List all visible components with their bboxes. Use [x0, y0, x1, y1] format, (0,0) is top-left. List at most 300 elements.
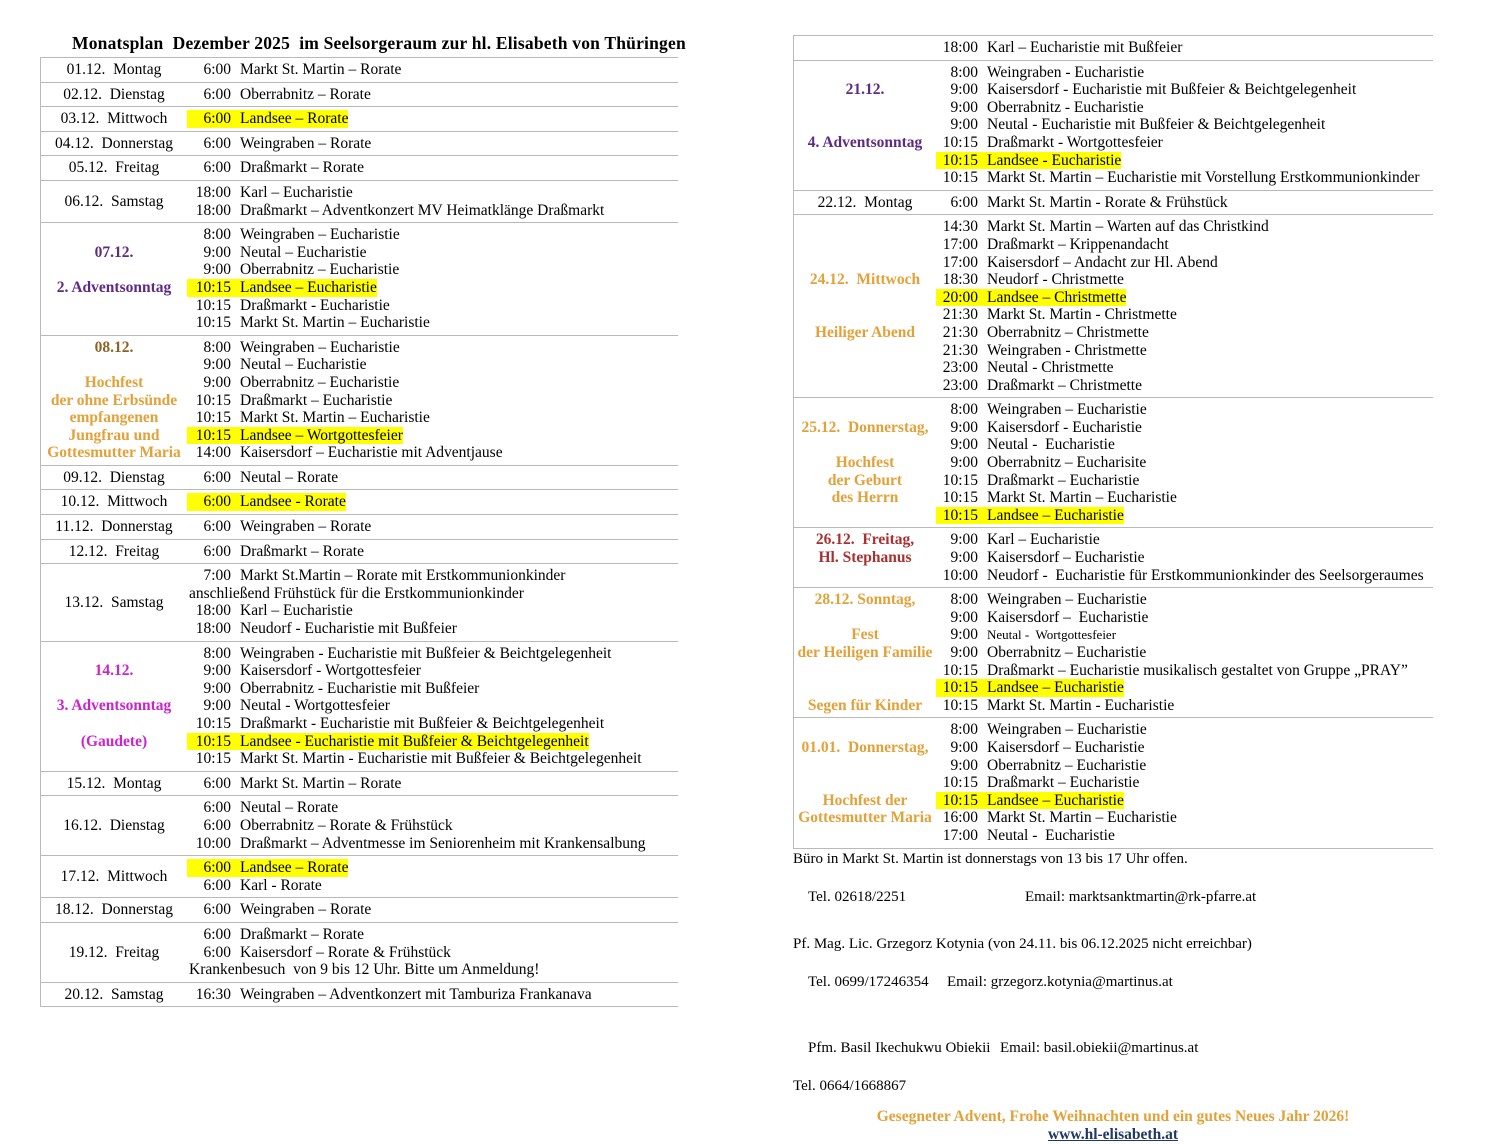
entry: [936, 757, 1146, 775]
schedule-row: [936, 401, 1433, 419]
event-time: 21:30: [942, 306, 978, 324]
event-text: Draßmarkt - Wortgottesfeier: [987, 133, 1163, 151]
entry: [936, 489, 1177, 507]
schedule-row: [187, 469, 678, 487]
priest2-email: Email: basil.obiekii@martinus.at: [1000, 1040, 1199, 1056]
entry: [936, 644, 1146, 662]
event-time: 18:00: [195, 620, 231, 638]
event-text: Weingraben – Eucharistie: [240, 226, 400, 244]
entry: [936, 567, 1424, 585]
schedule-row: [936, 271, 1433, 289]
date-label: 24.12. Mittwoch: [809, 271, 921, 289]
event-time: 8:00: [203, 338, 231, 356]
schedule-row: [187, 680, 678, 698]
schedule-row: [936, 152, 1433, 170]
event-text: Landsee – Eucharistie: [987, 791, 1124, 809]
event-text: Kaisersdorf – Eucharistie: [987, 738, 1145, 756]
office-contact: [793, 869, 1433, 926]
date-label: [794, 64, 936, 82]
date-label: Segen für Kinder: [807, 696, 923, 714]
date-cell: [41, 135, 187, 153]
entry: [187, 184, 353, 202]
event-time: 9:00: [203, 679, 231, 697]
entry: [936, 739, 1145, 757]
event-text: Markt St. Martin – Eucharistie: [240, 314, 430, 332]
date-label: (Gaudete): [80, 732, 148, 750]
schedule-row: [936, 169, 1433, 187]
schedule-row: [936, 134, 1433, 152]
day-group: [40, 539, 678, 564]
entry: [187, 61, 401, 79]
schedule-row: [187, 715, 678, 733]
schedule-row: [187, 733, 678, 751]
schedule-row: [936, 254, 1433, 272]
event-text: Karl – Eucharistie: [240, 602, 353, 620]
date-cell: [41, 339, 187, 462]
event-time: 9:00: [950, 98, 978, 116]
date-label: 2. Adventsonntag: [56, 278, 172, 296]
event-text: Markt St. Martin - Eucharistie mit Bußfeier & Beichtgelegenheit: [240, 750, 642, 768]
entry: [187, 135, 371, 153]
event-text: Oberrabnitz – Rorate & Frühstück: [240, 816, 453, 834]
event-text: Neutal - Wortgottesfeier: [240, 697, 390, 715]
date-label: 25.12. Donnerstag,: [801, 418, 929, 436]
event-time: 6:00: [203, 859, 231, 877]
event-text: Kaisersdorf – Eucharistie: [987, 549, 1145, 567]
priest1-phone: Tel. 0699/17246354: [808, 974, 929, 990]
schedule-row: [936, 236, 1433, 254]
date-label: der Heiligen Familie: [797, 644, 933, 661]
event-time: 9:00: [950, 608, 978, 626]
event-text: Oberrabnitz – Christmette: [987, 323, 1149, 341]
event-time: 8:00: [950, 721, 978, 739]
event-time: 16:30: [195, 985, 231, 1003]
event-text: Kaisersdorf – Eucharistie: [987, 608, 1149, 626]
schedule-row: [187, 750, 678, 768]
event-text: Oberrabnitz – Eucharistie: [240, 261, 400, 279]
event-time: 16:00: [942, 809, 978, 827]
event-time: 6:00: [203, 816, 231, 834]
event-text: Neutal - Eucharistie: [987, 436, 1115, 454]
entry: [936, 359, 1114, 377]
entry: [936, 472, 1139, 490]
event-time: 6:00: [203, 943, 231, 961]
schedule-row: [187, 567, 678, 585]
date-label: [41, 297, 187, 315]
event-text: Kaisersdorf - Wortgottesfeier: [240, 662, 421, 680]
date-label: [794, 342, 936, 360]
date-label: [41, 715, 187, 733]
date-label: [41, 314, 187, 332]
event-text: Draßmarkt – Eucharistie musikalisch gestaltet von Gruppe „PRAY”: [987, 661, 1408, 679]
entry: [936, 377, 1142, 395]
events-cell: [187, 86, 678, 104]
event-text: Markt St. Martin - Eucharistie: [987, 696, 1175, 714]
entry: [187, 444, 503, 462]
events-cell: [936, 721, 1433, 844]
event-time: 6:00: [203, 493, 231, 511]
entry: [936, 774, 1139, 792]
schedule-row: [936, 774, 1433, 792]
event-time: 14:30: [942, 218, 978, 236]
day-group: [40, 514, 678, 539]
schedule-row: [187, 202, 678, 220]
date-label: 12.12. Freitag: [68, 542, 160, 560]
date-label: [794, 99, 936, 117]
entry: [936, 454, 1146, 472]
event-text: Oberrabnitz - Eucharistie mit Bußfeier: [240, 679, 480, 697]
highlighted-entry: [187, 733, 589, 751]
event-time: 23:00: [942, 359, 978, 377]
date-label: Heiliger Abend: [814, 323, 916, 341]
event-time: 8:00: [203, 644, 231, 662]
website-link[interactable]: www.hl-elisabeth.at: [1047, 1126, 1179, 1143]
greeting-text: Gesegneter Advent, Frohe Weihnachten und ein gutes Neues Jahr 2026!: [876, 1108, 1350, 1125]
events-cell: [187, 775, 678, 793]
schedule-row: [187, 775, 678, 793]
highlighted-entry: [936, 679, 1124, 697]
date-label: 15.12. Montag: [66, 774, 162, 792]
priest1-name: Pf. Mag. Lic. Grzegorz Kotynia (von 24.11. bis 06.12.2025 nicht erreichbar): [793, 936, 1252, 952]
entry: [936, 697, 1174, 715]
event-time: 10:15: [195, 391, 231, 409]
date-label: 05.12. Freitag: [68, 159, 160, 177]
event-time: 9:00: [203, 697, 231, 715]
entry: [187, 697, 390, 715]
date-label: 14.12.: [94, 662, 134, 680]
events-cell: [187, 799, 678, 852]
event-text: Draßmarkt - Eucharistie mit Bußfeier & Beichtgelegenheit: [240, 715, 605, 732]
entry: [936, 626, 1116, 644]
schedule-row: [187, 697, 678, 715]
date-label: [794, 757, 936, 775]
entry: [187, 392, 392, 410]
event-text: Landsee – Eucharistie: [240, 278, 377, 296]
event-time: 6:00: [203, 799, 231, 817]
day-group: [793, 527, 1433, 587]
event-time: 9:00: [950, 549, 978, 567]
date-cell: [41, 859, 187, 894]
event-time: 9:00: [950, 418, 978, 436]
date-label: 28.12. Sonntag,: [814, 591, 916, 609]
event-text: Markt St. Martin - Christmette: [987, 306, 1177, 324]
entry: [936, 531, 1100, 549]
event-text: Weingraben - Christmette: [987, 341, 1147, 359]
entry: [936, 39, 1182, 57]
event-text: Oberrabnitz – Rorate: [240, 85, 371, 103]
event-text: Landsee - Rorate: [240, 493, 346, 511]
entry: [936, 81, 1356, 99]
date-label: 3. Adventsonntag: [56, 697, 172, 715]
date-label: 21.12.: [845, 81, 885, 99]
event-time: 10:15: [195, 278, 231, 296]
event-time: 9:00: [203, 356, 231, 374]
event-text: Oberrabnitz – Eucharisite: [987, 454, 1147, 472]
event-text: Markt St. Martin – Eucharistie: [987, 809, 1177, 827]
schedule-row: [187, 314, 678, 332]
events-cell: [936, 64, 1433, 187]
schedule-row: [936, 64, 1433, 82]
event-time: 20:00: [942, 288, 978, 306]
event-time: 18:00: [195, 183, 231, 201]
date-label: 13.12. Samstag: [64, 593, 164, 611]
entry: [936, 64, 1144, 82]
highlighted-entry: [187, 110, 348, 128]
entry: [187, 926, 364, 944]
event-time: 21:30: [942, 323, 978, 341]
entry: [936, 169, 1420, 187]
event-time: 10:15: [195, 732, 231, 750]
date-label: Hochfest: [84, 373, 144, 391]
priest2-phone: Tel. 0664/1668867: [793, 1078, 907, 1094]
entry: [187, 86, 371, 104]
event-time: 8:00: [203, 226, 231, 244]
date-cell: [41, 799, 187, 852]
date-label: [794, 306, 936, 324]
event-time: 6:00: [203, 901, 231, 919]
event-text: Weingraben – Adventkonzert mit Tamburiza Frankanava: [240, 985, 592, 1003]
entry: [187, 202, 604, 220]
schedule-row: [936, 342, 1433, 360]
events-cell: [936, 531, 1433, 584]
date-label: [794, 436, 936, 454]
day-group: [40, 180, 678, 222]
date-label: der ohne Erbsünde: [50, 391, 178, 409]
entry: [187, 835, 646, 853]
date-label: Jungfrau und: [68, 426, 160, 444]
date-label: [794, 679, 936, 697]
schedule-row: [936, 609, 1433, 627]
event-time: 9:00: [950, 436, 978, 454]
entry: [187, 645, 611, 663]
event-text: Landsee – Christmette: [987, 288, 1127, 306]
schedule-row: [187, 518, 678, 536]
schedule-row: Krankenbesuch von 9 bis 12 Uhr. Bitte um Anmeldung!: [189, 961, 540, 979]
entry: [936, 116, 1325, 134]
event-text: Weingraben – Rorate: [240, 901, 372, 919]
date-label: [794, 289, 936, 307]
event-time: 17:00: [942, 235, 978, 253]
date-cell: [794, 194, 936, 212]
events-cell: [187, 901, 678, 919]
event-time: 10:15: [195, 409, 231, 427]
date-label: [794, 377, 936, 395]
schedule-row: [187, 409, 678, 427]
date-label: 17.12. Mittwoch: [60, 867, 168, 885]
event-time: 9:00: [950, 454, 978, 472]
schedule-row: [936, 489, 1433, 507]
event-time: 9:00: [203, 261, 231, 279]
entry: [187, 817, 453, 835]
event-time: 9:00: [203, 373, 231, 391]
date-cell: [794, 218, 936, 394]
date-cell: [794, 721, 936, 844]
events-cell: [187, 469, 678, 487]
event-text: Draßmarkt – Adventkonzert MV Heimatklänge Draßmarkt: [240, 201, 605, 219]
entry: [187, 297, 390, 315]
event-text: Markt St. Martin – Eucharistie mit Vorstellung Erstkommunionkinder: [987, 169, 1420, 187]
date-label: 16.12. Dienstag: [63, 816, 165, 834]
event-time: 6:00: [203, 159, 231, 177]
event-text: Draßmarkt – Eucharistie: [987, 471, 1140, 489]
event-time: 10:15: [942, 661, 978, 679]
entry: [936, 721, 1147, 739]
event-time: 18:00: [942, 39, 978, 56]
event-time: 6:00: [203, 468, 231, 486]
date-label: [794, 774, 936, 792]
event-time: 6:00: [203, 518, 231, 536]
event-time: 10:15: [195, 314, 231, 332]
date-label: [794, 236, 936, 254]
event-text: Markt St. Martin – Rorate: [240, 61, 402, 78]
date-label: [794, 254, 936, 272]
entry: [187, 261, 399, 279]
entry: [187, 567, 565, 585]
date-label: 01.01. Donnerstag,: [801, 738, 929, 756]
schedule-row: [936, 419, 1433, 437]
date-cell: [41, 645, 187, 768]
schedule-row: [187, 86, 678, 104]
entry: [187, 244, 367, 262]
office-hours: Büro in Markt St. Martin ist donnerstags von 13 bis 17 Uhr offen.: [793, 851, 1188, 867]
date-cell: [41, 926, 187, 979]
day-group: [40, 155, 678, 180]
events-cell: [936, 39, 1433, 57]
date-cell: [41, 184, 187, 219]
event-text: Landsee – Wortgottesfeier: [240, 426, 403, 444]
event-time: 10:15: [942, 151, 978, 169]
day-group: [40, 563, 678, 640]
entry: [187, 680, 479, 698]
event-time: 8:00: [950, 591, 978, 609]
date-cell: [41, 159, 187, 177]
date-label: der Geburt: [827, 471, 903, 489]
schedule-row: [936, 116, 1433, 134]
schedule-row: [936, 39, 1433, 57]
entry: [936, 194, 1228, 212]
event-time: 10:15: [942, 774, 978, 792]
date-cell: [41, 86, 187, 104]
entry: [187, 620, 457, 638]
events-cell: [187, 61, 678, 79]
date-label: 08.12.: [94, 338, 134, 356]
day-group: [793, 397, 1433, 527]
schedule-row: [187, 61, 678, 79]
event-time: 9:00: [203, 243, 231, 261]
event-text: Oberrabnitz - Eucharistie: [987, 98, 1144, 116]
event-text: Draßmarkt – Rorate: [240, 925, 364, 943]
events-cell: [187, 493, 678, 511]
events-cell: [187, 567, 678, 637]
schedule-row: [936, 289, 1433, 307]
entry: [187, 602, 353, 620]
event-text: Weingraben - Eucharistie: [987, 63, 1145, 81]
event-time: 9:00: [950, 81, 978, 99]
entry: [936, 324, 1149, 342]
date-label: [41, 356, 187, 374]
date-label: 04.12. Donnerstag: [55, 134, 173, 152]
schedule-row: [187, 602, 678, 620]
event-text: Kaisersdorf - Eucharistie mit Bußfeier & Beichtgelegenheit: [987, 81, 1357, 99]
events-cell: [187, 859, 678, 894]
event-text: Neutal – Eucharistie: [240, 243, 367, 261]
day-group: [793, 587, 1433, 717]
event-text: Markt St. Martin – Eucharistie: [987, 489, 1177, 507]
schedule-row: anschließend Frühstück für die Erstkommunionkinder: [189, 584, 524, 602]
highlighted-entry: [187, 859, 348, 877]
event-time: 10:00: [195, 834, 231, 852]
event-time: 8:00: [950, 63, 978, 81]
date-label: [41, 226, 187, 244]
entry: [936, 809, 1177, 827]
highlighted-entry: [187, 279, 377, 297]
entry: [936, 591, 1147, 609]
event-text: Kaisersdorf – Rorate & Frühstück: [240, 943, 451, 961]
schedule-row: [187, 374, 678, 392]
entry: [187, 314, 430, 332]
schedule-row: [936, 662, 1433, 680]
event-text: Weingraben – Eucharistie: [987, 591, 1147, 609]
schedule-row: [936, 377, 1433, 395]
entry: [936, 271, 1124, 289]
schedule-table-left: [40, 57, 678, 1007]
office-email: Email: marktsanktmartin@rk-pfarre.at: [1025, 889, 1257, 905]
event-time: 6:00: [203, 85, 231, 103]
schedule-row: [936, 567, 1433, 585]
day-group: [40, 641, 678, 771]
event-time: 10:15: [942, 696, 978, 714]
entry: [187, 339, 400, 357]
date-label: Fest: [851, 626, 879, 644]
event-text: Karl - Rorate: [240, 876, 322, 894]
event-time: 6:00: [203, 774, 231, 792]
events-cell: [936, 194, 1433, 212]
date-cell: [41, 226, 187, 332]
entry: [936, 549, 1145, 567]
entry: [187, 159, 364, 177]
schedule-row: [187, 226, 678, 244]
entry: [187, 543, 364, 561]
date-label: [794, 359, 936, 377]
events-cell: [187, 135, 678, 153]
schedule-row: [187, 356, 678, 374]
event-text: Oberrabnitz – Eucharistie: [240, 373, 400, 391]
event-time: 6:00: [203, 61, 231, 78]
event-text: Landsee – Rorate: [240, 110, 349, 128]
office-phone: Tel. 02618/2251: [808, 889, 907, 905]
event-time: 10:15: [195, 426, 231, 444]
day-group: [793, 717, 1433, 848]
priest2-contact: [793, 1020, 1433, 1077]
date-label: [794, 169, 936, 187]
date-label: 03.12. Mittwoch: [60, 110, 168, 128]
event-text: Weingraben – Eucharistie: [240, 338, 400, 356]
event-time: 10:15: [942, 791, 978, 809]
schedule-row: [187, 261, 678, 279]
entry: [187, 662, 421, 680]
date-cell: [41, 493, 187, 511]
date-label: [794, 218, 936, 236]
highlighted-entry: [187, 493, 346, 511]
events-cell: [187, 926, 678, 979]
date-label: 09.12. Dienstag: [63, 468, 165, 486]
schedule-row: [187, 444, 678, 462]
entry: [936, 218, 1269, 236]
event-time: 18:30: [942, 271, 978, 289]
event-text: Neutal - Christmette: [987, 359, 1114, 377]
date-label: Hochfest: [835, 454, 895, 472]
events-cell: [936, 218, 1433, 394]
